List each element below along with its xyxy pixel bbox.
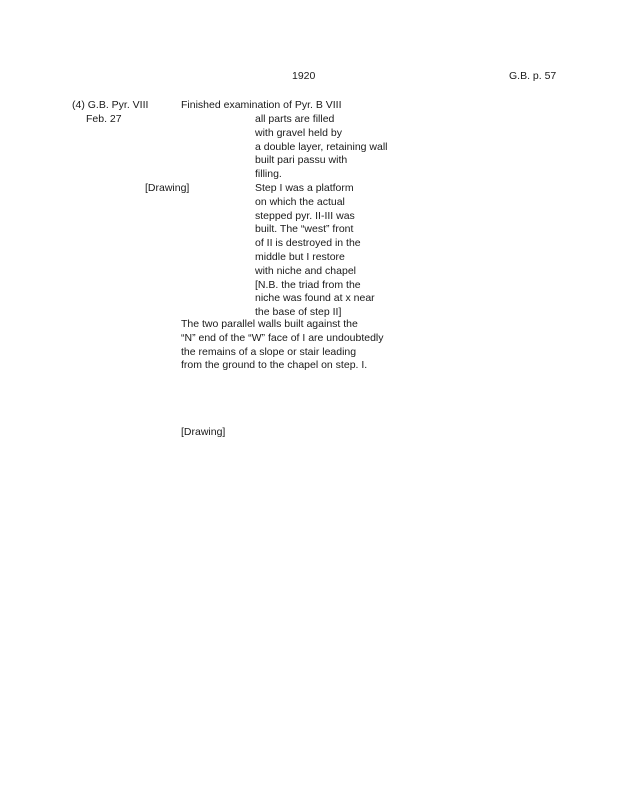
text-line: “N” end of the “W” face of I are undoubtedly <box>181 331 384 344</box>
text-line: niche was found at x near <box>255 292 375 305</box>
page-reference: G.B. p. 57 <box>509 70 557 82</box>
text-line: middle but I restore <box>255 250 345 263</box>
text-line: stepped pyr. II-III was <box>255 209 355 222</box>
text-line: with gravel held by <box>255 126 342 139</box>
entry-date: Feb. 27 <box>86 113 122 125</box>
text-line: built pari passu with <box>255 154 348 167</box>
text-block-1 <box>255 113 388 182</box>
text-line: a double layer, retaining wall <box>255 140 388 153</box>
text-line: on which the actual <box>255 195 345 208</box>
text-line: the base of step II] <box>255 306 342 319</box>
text-line: Step I was a platform <box>255 182 354 194</box>
text-line: filling. <box>255 168 282 181</box>
year-header: 1920 <box>292 70 316 82</box>
text-line: The two parallel walls built against the <box>181 318 358 330</box>
text-line: [N.B. the triad from the <box>255 278 361 291</box>
entry-id: (4) G.B. Pyr. VIII <box>72 99 149 111</box>
text-line: the remains of a slope or stair leading <box>181 345 357 358</box>
text-line: with niche and chapel <box>255 264 356 277</box>
text-block-2 <box>255 182 375 320</box>
text-line: from the ground to the chapel on step. I. <box>181 359 368 372</box>
text-block-3 <box>181 318 384 373</box>
text-line: of II is destroyed in the <box>255 237 361 250</box>
entry-heading: Finished examination of Pyr. B VIII <box>181 99 342 111</box>
drawing-placeholder-1: [Drawing] <box>145 182 190 194</box>
text-line: built. The “west” front <box>255 223 354 236</box>
drawing-placeholder-2: [Drawing] <box>181 426 226 438</box>
text-line: all parts are filled <box>255 113 335 125</box>
